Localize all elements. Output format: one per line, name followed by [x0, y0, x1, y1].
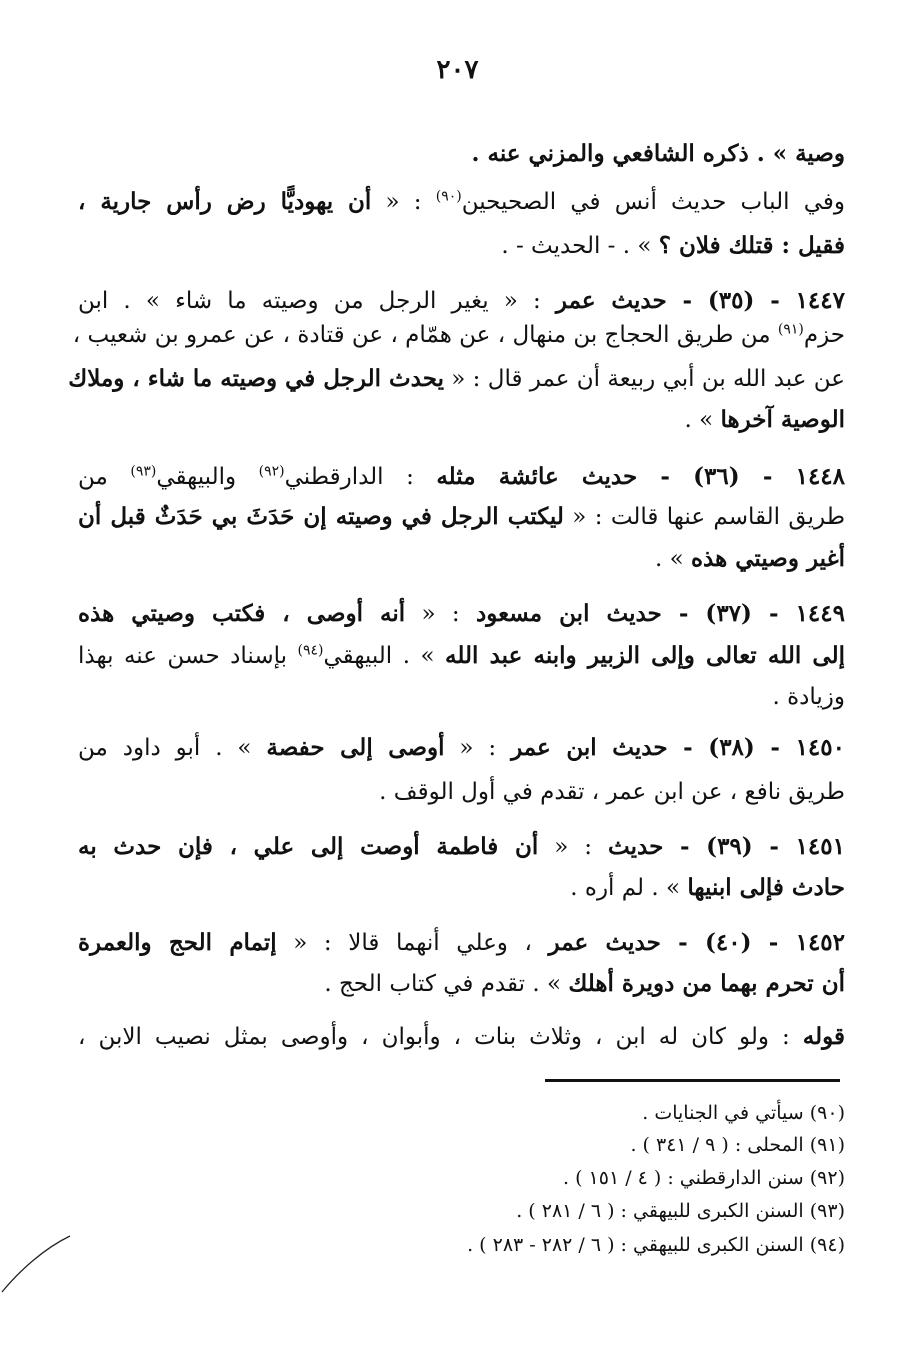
text-segment: » . لم أره . [570, 875, 688, 901]
footnote: (٩٤) السنن الكبرى للبيهقي : ( ٦ / ٢٨٢ - ٢٨٣ ) . [467, 1234, 845, 1256]
text-segment: إلى الله تعالى وإلى الزبير وابنه عبد الله [445, 642, 845, 669]
pen-stroke-mark [0, 1230, 80, 1310]
footnote-ref: (٩٤) [297, 642, 324, 659]
text-segment: ١٤٥١ - (٣٩) - حديث [608, 833, 845, 860]
text-segment: وصية » . ذكره الشافعي والمزني عنه . [471, 140, 845, 167]
text-segment: ١٤٤٩ - (٣٧) - حديث ابن مسعود [476, 600, 845, 627]
text-segment: حادث فإلى ابنيها [687, 874, 845, 901]
text-segment: ١٤٤٧ - (٣٥) - حديث عمر [555, 287, 845, 314]
text-line [78, 833, 845, 862]
text-segment: » . البيهقي [323, 643, 446, 669]
text-line [772, 683, 845, 712]
text-segment: : ولو كان له ابن ، وثلاث بنات ، وأبوان ، وأوصى بمثل نصيب الابن ، [78, 1024, 803, 1050]
text-segment: ليكتب الرجل في وصيته إن حَدَثَ بي حَدَثٌ قبل أن [78, 503, 564, 530]
footnote-ref: (٩٠) [435, 188, 462, 205]
text-segment: أوصى إلى حفصة [266, 734, 445, 761]
footnote-ref: (٩٣) [130, 463, 157, 480]
page-number: ٢٠٧ [436, 55, 479, 85]
text-segment: ١٤٥٠ - (٣٨) - حديث ابن عمر [511, 734, 845, 761]
text-line [72, 321, 845, 350]
text-segment: فقيل : قتلك فلان ؟ [658, 232, 845, 259]
text-line [78, 929, 845, 958]
text-segment: قوله [802, 1023, 845, 1050]
text-segment: طريق القاسم عنها قالت : « [563, 504, 845, 530]
text-segment: الوصية آخرها [720, 406, 845, 433]
text-segment: حزم [803, 322, 845, 348]
text-segment: : « [405, 601, 477, 627]
text-line [684, 406, 845, 435]
text-segment: ١٤٥٢ - (٤٠) - حديث عمر [548, 929, 846, 956]
text-segment: : الدارقطني [284, 464, 437, 490]
text-segment: : « [444, 735, 512, 761]
text-line [78, 503, 845, 532]
text-line [655, 545, 845, 574]
text-segment: : « يغير الرجل من وصيته ما شاء » . ابن [78, 288, 556, 314]
footnote-ref: (٩٢) [258, 463, 285, 480]
text-segment: » . - الحديث - . [501, 233, 659, 259]
text-segment: » . تقدم في كتاب الحج . [324, 971, 569, 997]
footnote: (٩٣) السنن الكبرى للبيهقي : ( ٦ / ٢٨١ ) . [516, 1200, 845, 1222]
text-segment: : « [538, 834, 609, 860]
text-segment: » . [684, 407, 721, 433]
text-segment: وفي الباب حديث أنس في الصحيحين [461, 189, 845, 215]
text-segment: من طريق الحجاج بن منهال ، عن همّام ، عن قتادة ، عن عمرو بن شعيب ، [72, 322, 778, 348]
text-line [78, 1023, 845, 1052]
text-line [78, 188, 845, 217]
text-segment: أن يهوديًّا رض رأس جارية ، [78, 188, 372, 215]
text-segment: أن فاطمة أوصت إلى علي ، فإن حدث به [78, 833, 539, 860]
text-segment: ١٤٤٨ - (٣٦) - حديث عائشة مثله [436, 463, 846, 490]
text-line [379, 778, 845, 807]
text-segment: إتمام الحج والعمرة [78, 929, 277, 956]
footnote: (٩١) المحلى : ( ٩ / ٣٤١ ) . [630, 1134, 845, 1156]
text-segment: وزيادة . [772, 684, 845, 710]
text-line [78, 600, 845, 629]
text-line [471, 140, 845, 169]
text-segment: » . [654, 546, 691, 572]
text-line [570, 874, 845, 903]
text-segment: أنه أوصى ، فكتب وصيتي هذه [78, 600, 406, 627]
text-line [78, 734, 845, 763]
text-segment: بإسناد حسن عنه بهذا [78, 643, 298, 669]
text-line [78, 287, 845, 316]
text-segment: عن عبد الله بن أبي ربيعة أن عمر قال : « [443, 366, 845, 392]
text-segment: ، وعلي أنهما قالا : « [276, 930, 549, 956]
text-segment: » . أبو داود من [78, 735, 267, 761]
text-segment: أغير وصيتي هذه [690, 545, 845, 572]
text-segment: : « [371, 189, 436, 215]
text-segment: من [78, 464, 131, 490]
footnote-ref: (٩١) [777, 321, 804, 338]
text-segment: يحدث الرجل في وصيته ما شاء ، وملاك [68, 365, 444, 392]
text-line [78, 463, 845, 492]
footnote-divider [545, 1079, 840, 1082]
footnote: (٩٠) سيأتي في الجنايات . [642, 1102, 845, 1124]
text-line [501, 232, 845, 261]
text-segment: أن تحرم بهما من دويرة أهلك [568, 970, 845, 997]
text-line [324, 970, 845, 999]
text-line [68, 365, 845, 394]
text-segment: طريق نافع ، عن ابن عمر ، تقدم في أول الوقف . [379, 779, 845, 805]
text-line [78, 642, 845, 671]
text-segment: والبيهقي [156, 464, 259, 490]
footnote: (٩٢) سنن الدارقطني : ( ٤ / ١٥١ ) . [563, 1167, 845, 1189]
